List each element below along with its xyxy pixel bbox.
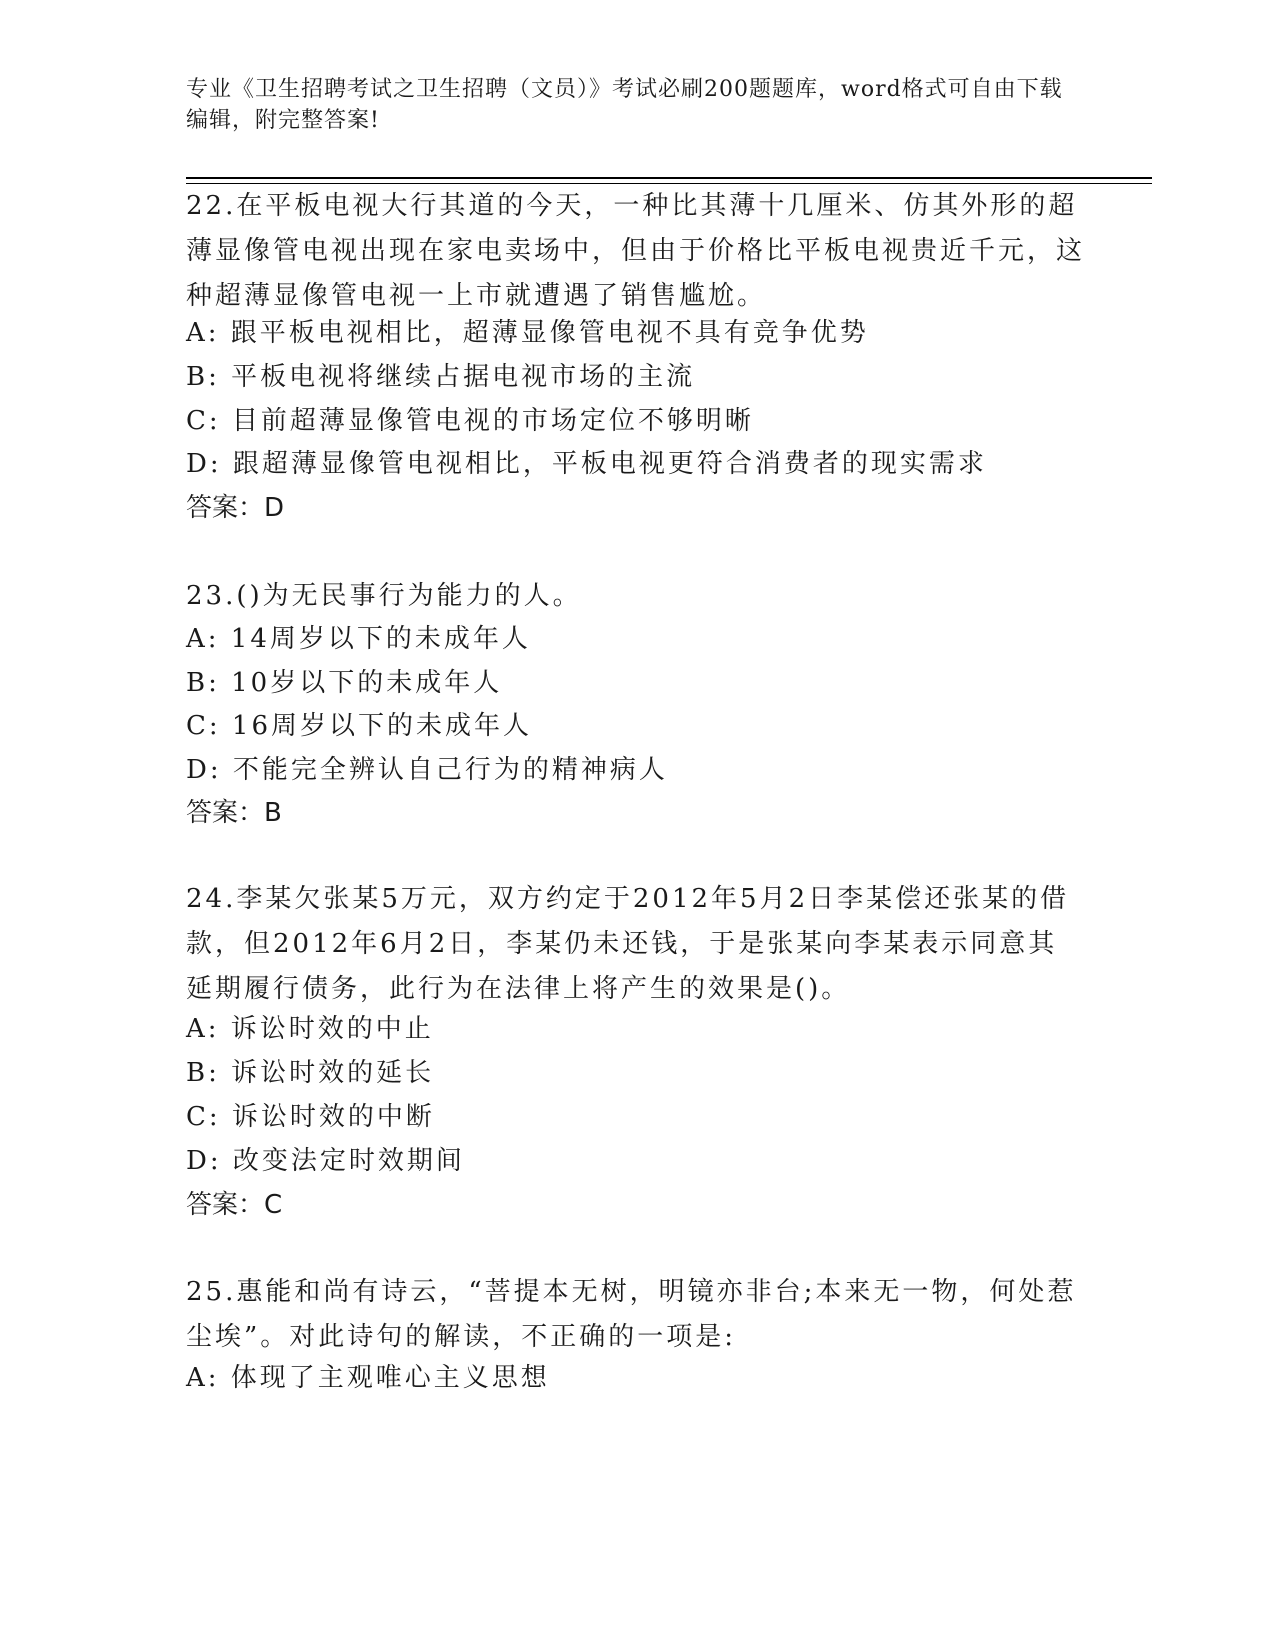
question-24-option-c: C: 诉讼时效的中断 bbox=[186, 1102, 435, 1132]
question-23-answer: 答案：B bbox=[186, 798, 282, 828]
document-header: 专业《卫生招聘考试之卫生招聘（文员）》考试必刷200题题库，word格式可自由下载编辑，附完整答案! bbox=[186, 77, 1063, 133]
header-divider-thick bbox=[186, 177, 1152, 179]
question-23-option-c: C: 16周岁以下的未成年人 bbox=[186, 711, 533, 741]
question-23-text: 23.()为无民事行为能力的人。 bbox=[186, 581, 582, 611]
question-25-option-a: A: 体现了主观唯心主义思想 bbox=[186, 1363, 550, 1393]
question-22-option-a: A: 跟平板电视相比，超薄显像管电视不具有竞争优势 bbox=[186, 318, 869, 348]
question-23-option-a: A: 14周岁以下的未成年人 bbox=[186, 624, 531, 654]
question-22-option-c: C: 目前超薄显像管电视的市场定位不够明晰 bbox=[186, 406, 754, 436]
question-24-option-d: D: 改变法定时效期间 bbox=[186, 1146, 465, 1176]
question-25-text: 25.惠能和尚有诗云，“菩提本无树，明镜亦非台;本来无一物，何处惹尘埃”。对此诗句的解读，不正确的一项是: bbox=[186, 1277, 1077, 1352]
question-24-option-b: B: 诉讼时效的延长 bbox=[186, 1058, 435, 1088]
question-24-answer: 答案：C bbox=[186, 1190, 283, 1220]
question-24-option-a: A: 诉讼时效的中止 bbox=[186, 1014, 434, 1044]
question-22-answer: 答案：D bbox=[186, 493, 285, 523]
question-22-option-b: B: 平板电视将继续占据电视市场的主流 bbox=[186, 362, 696, 392]
question-24-text: 24.李某欠张某5万元，双方约定于2012年5月2日李某偿还张某的借款，但2012年6月2日，李某仍未还钱，于是张某向李某表示同意其延期履行债务，此行为在法律上将产生的效果是()。 bbox=[186, 884, 1070, 1004]
question-23-option-d: D: 不能完全辨认自己行为的精神病人 bbox=[186, 755, 668, 785]
question-22-text: 22.在平板电视大行其道的今天，一种比其薄十几厘米、仿其外形的超薄显像管电视出现在家电卖场中，但由于价格比平板电视贵近千元，这种超薄显像管电视一上市就遭遇了销售尴尬。 bbox=[186, 191, 1086, 311]
question-22-option-d: D: 跟超薄显像管电视相比，平板电视更符合消费者的现实需求 bbox=[186, 449, 987, 479]
question-23-option-b: B: 10岁以下的未成年人 bbox=[186, 668, 503, 698]
